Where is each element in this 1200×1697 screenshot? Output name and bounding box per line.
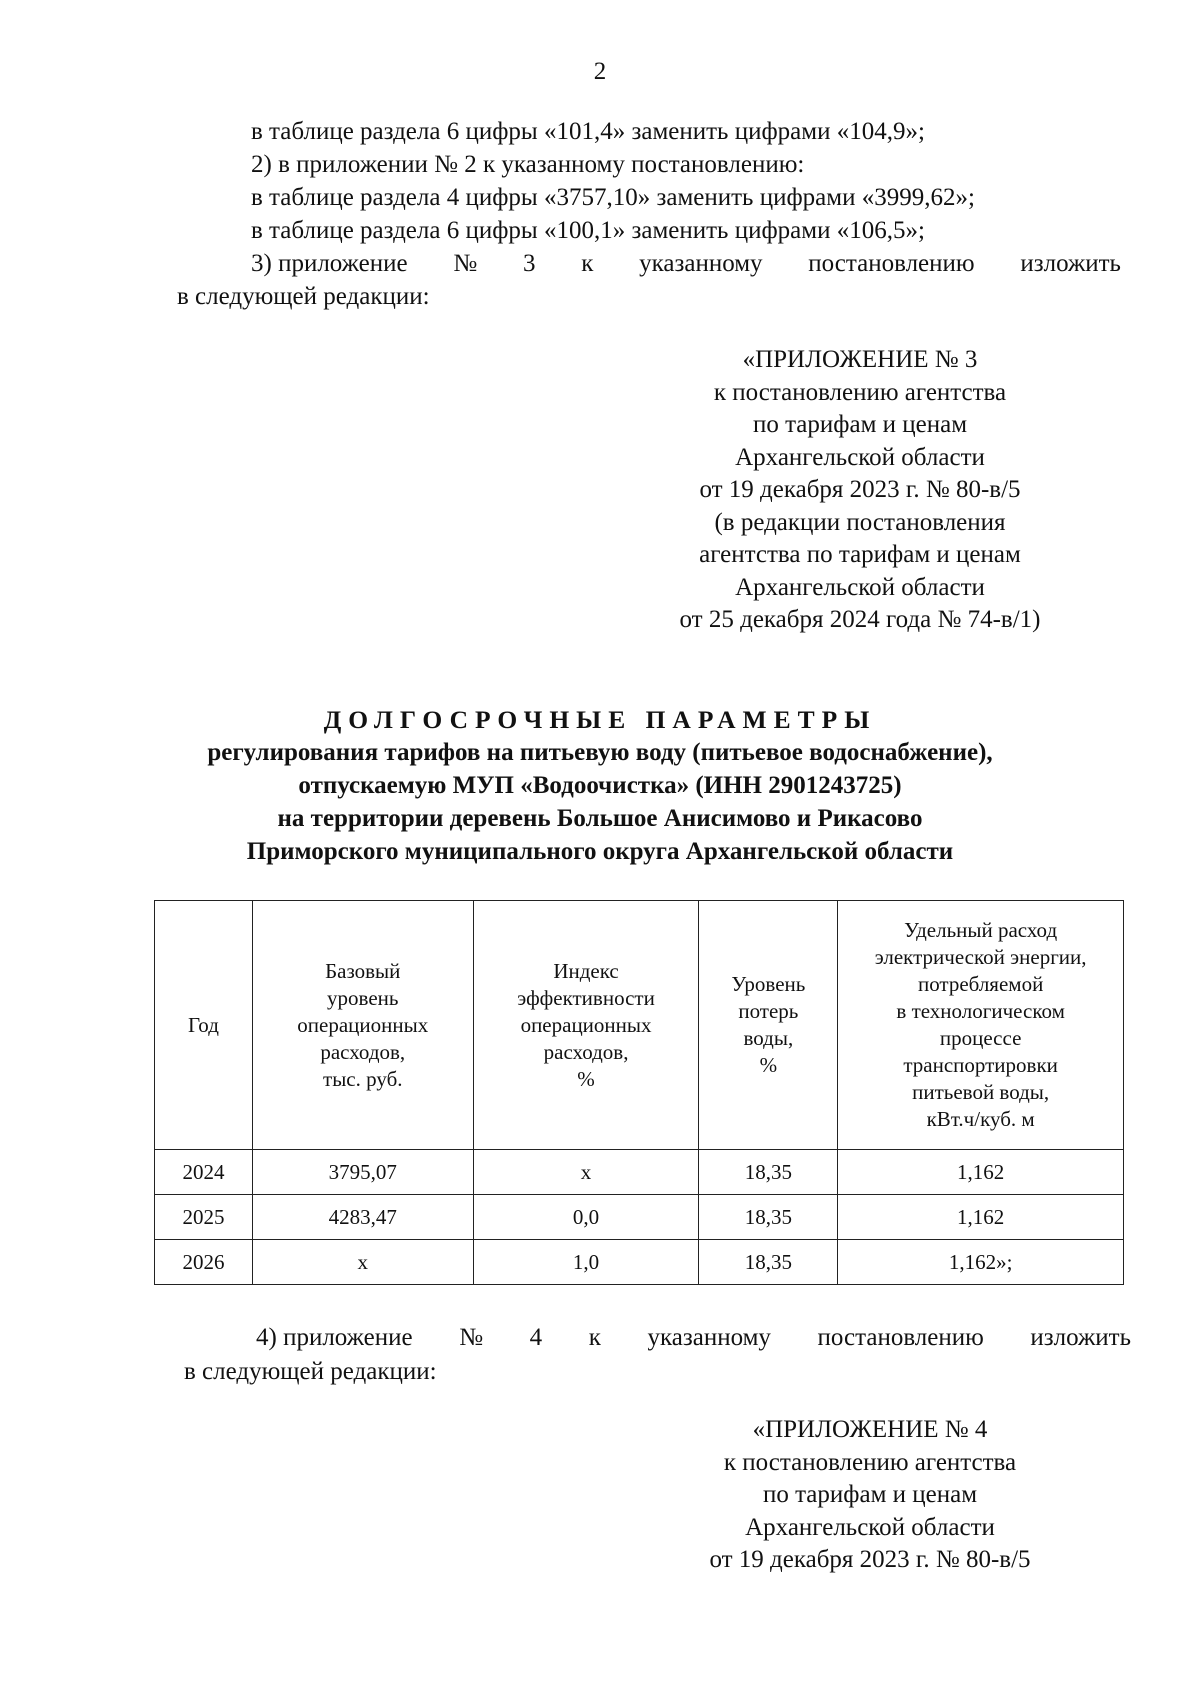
item-3-word: изложить: [1020, 250, 1121, 277]
item-4-word: 4) приложение: [256, 1324, 413, 1351]
appendix-4-block: [620, 1414, 1120, 1577]
item-4-word: указанному: [647, 1324, 771, 1351]
table-header-row: [155, 901, 1124, 1150]
title-line-2: отпускаемую МУП «Водоочистка» (ИНН 2901243725): [298, 772, 902, 799]
cell-water-loss: 18,35: [699, 1240, 838, 1285]
appendix-4-line: Архангельской области: [745, 1513, 995, 1541]
title-line-1: регулирования тарифов на питьевую воду (питьевое водоснабжение),: [207, 739, 993, 766]
item-3-word: 3: [522, 250, 536, 277]
item-3-word: к: [581, 250, 594, 277]
cell-energy: 1,162: [838, 1195, 1124, 1240]
item-3-word: указанному: [639, 250, 763, 277]
amendment-line-1: в таблице раздела 6 цифры «101,4» заменить цифрами «104,9»;: [251, 118, 925, 145]
appendix-3-line: «ПРИЛОЖЕНИЕ № 3: [742, 346, 978, 373]
cell-base-opex: 3795,07: [252, 1150, 473, 1195]
cell-water-loss: 18,35: [699, 1150, 838, 1195]
item-4-word: изложить: [1030, 1324, 1131, 1351]
header-year: Год: [155, 901, 253, 1150]
appendix-3-line: от 19 декабря 2023 г. № 80-в/5: [699, 476, 1021, 503]
document-title: [150, 703, 1050, 868]
cell-energy: 1,162»;: [838, 1240, 1124, 1285]
appendix-4-line: от 19 декабря 2023 г. № 80-в/5: [709, 1546, 1031, 1573]
item-4-word: №: [459, 1324, 484, 1351]
appendix-3-line: Архангельской области: [735, 443, 985, 471]
amendment-line-4: в таблице раздела 6 цифры «100,1» заменить цифрами «106,5»;: [251, 217, 925, 244]
cell-year: 2025: [155, 1195, 253, 1240]
cell-efficiency-index: 0,0: [473, 1195, 699, 1240]
table-row: [155, 1150, 1124, 1195]
appendix-3-block: [610, 344, 1110, 637]
header-energy-consumption: Удельный расход электрической энергии, потребляемой в технологическом процессе транспортировки питьевой воды, кВт.ч/куб. м: [838, 901, 1124, 1150]
header-efficiency-index: Индекс эффективности операционных расходов, %: [473, 901, 699, 1150]
item-4-word: постановлению: [817, 1324, 984, 1351]
item-3-word: постановлению: [808, 250, 975, 277]
item-4-word: к: [588, 1324, 601, 1351]
item-4-line: [256, 1322, 1131, 1354]
appendix-4-line: по тарифам и ценам: [762, 1481, 978, 1508]
appendix-4-line: «ПРИЛОЖЕНИЕ № 4: [752, 1416, 988, 1443]
amendment-line-3: в таблице раздела 4 цифры «3757,10» заменить цифрами «3999,62»;: [251, 184, 975, 211]
appendix-3-line: к постановлению агентства: [713, 378, 1007, 406]
appendix-3-line: по тарифам и ценам: [752, 411, 968, 438]
item-4-continuation: в следующей редакции:: [184, 1358, 437, 1385]
amendment-line-2: 2) в приложении № 2 к указанному постановлению:: [251, 151, 805, 178]
appendix-4-line: к постановлению агентства: [723, 1448, 1017, 1476]
cell-efficiency-index: 1,0: [473, 1240, 699, 1285]
appendix-3-line: Архангельской области: [735, 573, 985, 601]
cell-water-loss: 18,35: [699, 1195, 838, 1240]
item-3-word: 3) приложение: [251, 250, 408, 277]
table-row: [155, 1240, 1124, 1285]
cell-efficiency-index: х: [473, 1150, 699, 1195]
header-base-opex: Базовый уровень операционных расходов, тыс. руб.: [252, 901, 473, 1150]
appendix-3-line: от 25 декабря 2024 года № 74-в/1): [679, 606, 1041, 633]
title-line-4: Приморского муниципального округа Архангельской области: [246, 838, 954, 865]
appendix-3-line: агентства по тарифам и ценам: [699, 541, 1021, 568]
cell-base-opex: х: [252, 1240, 473, 1285]
title-heading: ДОЛГОСРОЧНЫЕ ПАРАМЕТРЫ: [323, 705, 877, 734]
parameters-table: [154, 900, 1124, 1285]
cell-energy: 1,162: [838, 1150, 1124, 1195]
table-row: [155, 1195, 1124, 1240]
item-3-word: №: [453, 250, 478, 277]
title-line-3: на территории деревень Большое Анисимово и Рикасово: [277, 805, 923, 832]
cell-year: 2024: [155, 1150, 253, 1195]
appendix-3-line: (в редакции постановления: [714, 508, 1006, 536]
item-3-line: [251, 248, 1121, 280]
cell-year: 2026: [155, 1240, 253, 1285]
header-water-loss: Уровень потерь воды, %: [699, 901, 838, 1150]
item-3-continuation: в следующей редакции:: [177, 283, 430, 310]
cell-base-opex: 4283,47: [252, 1195, 473, 1240]
item-4-word: 4: [529, 1324, 543, 1351]
page-number: 2: [593, 58, 607, 85]
